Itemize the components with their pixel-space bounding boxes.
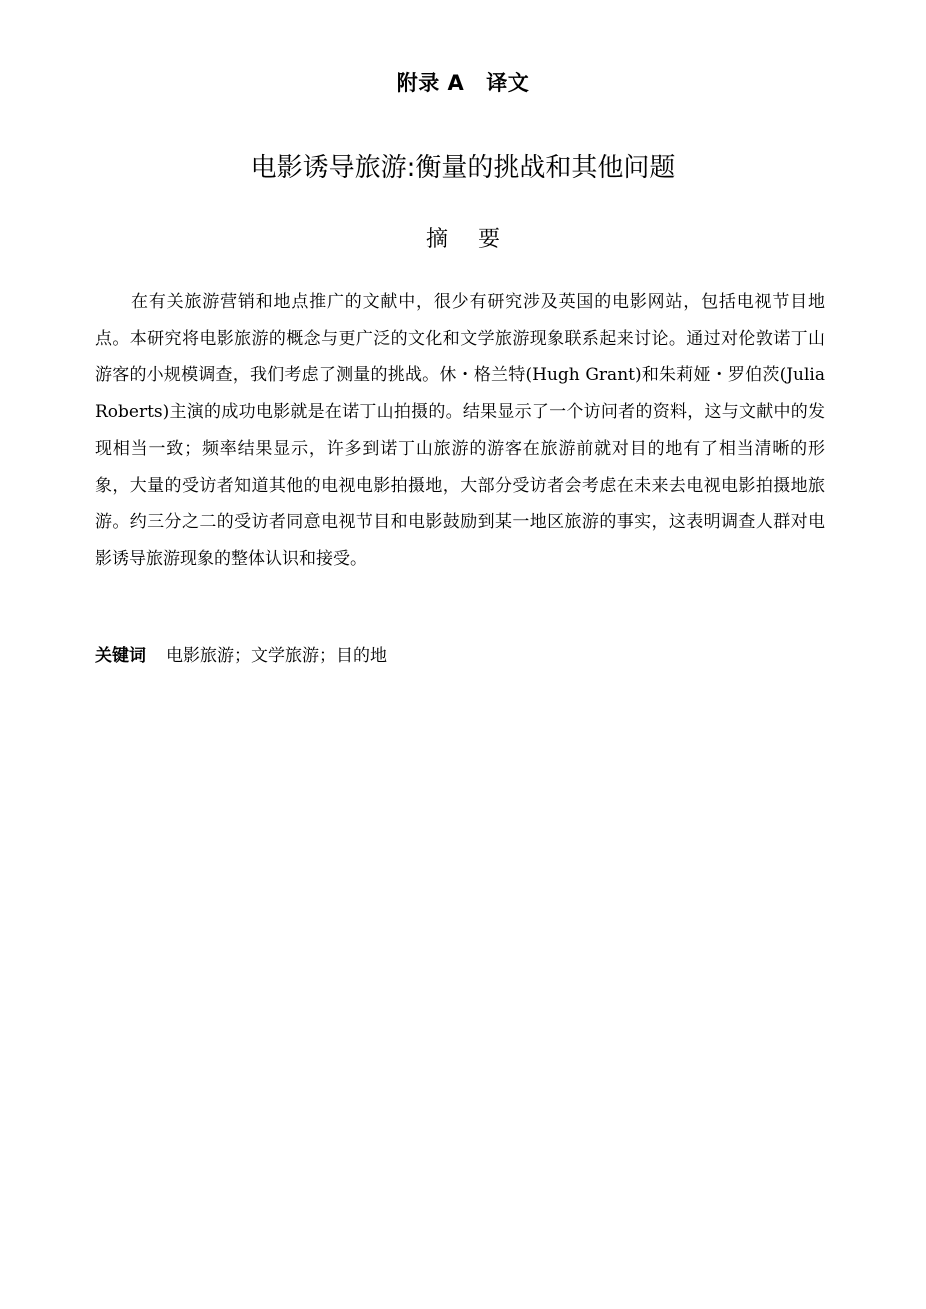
keywords-label: 关键词: [95, 646, 146, 666]
appendix-label: 附录 A: [396, 71, 465, 95]
paper-title: 电影诱导旅游:衡量的挑战和其他问题: [250, 153, 676, 183]
appendix-heading: [0, 68, 926, 98]
appendix-title: 译文: [486, 71, 530, 95]
keywords-values: 电影旅游；文学旅游；目的地: [166, 646, 387, 666]
abstract-heading: 摘要: [425, 227, 530, 252]
keywords-line: [95, 641, 825, 671]
abstract-body: 在有关旅游营销和地点推广的文献中，很少有研究涉及英国的电影网站，包括电视节目地点。本研究将电影旅游的概念与更广泛的文化和文学旅游现象联系起来讨论。通过对伦敦诺丁山游客的小规模调查，我们考虑了测量的挑战。休・格兰特(Hugh Grant)和朱莉娅・罗伯茨(Julia Roberts)主演的成功电影就是在诺丁山拍摄的。结果显示了一个访问者的资料，这与文献中的发现相当一致；频率结果显示，许多到诺丁山旅游的游客在旅游前就对目的地有了相当清晰的形象，大量的受访者知道其他的电视电影拍摄地，大部分受访者会考虑在未来去电视电影拍摄地旅游。约三分之二的受访者同意电视节目和电影鼓励到某一地区旅游的事实，这表明调查人群对电影诱导旅游现象的整体认识和接受。: [95, 292, 825, 569]
